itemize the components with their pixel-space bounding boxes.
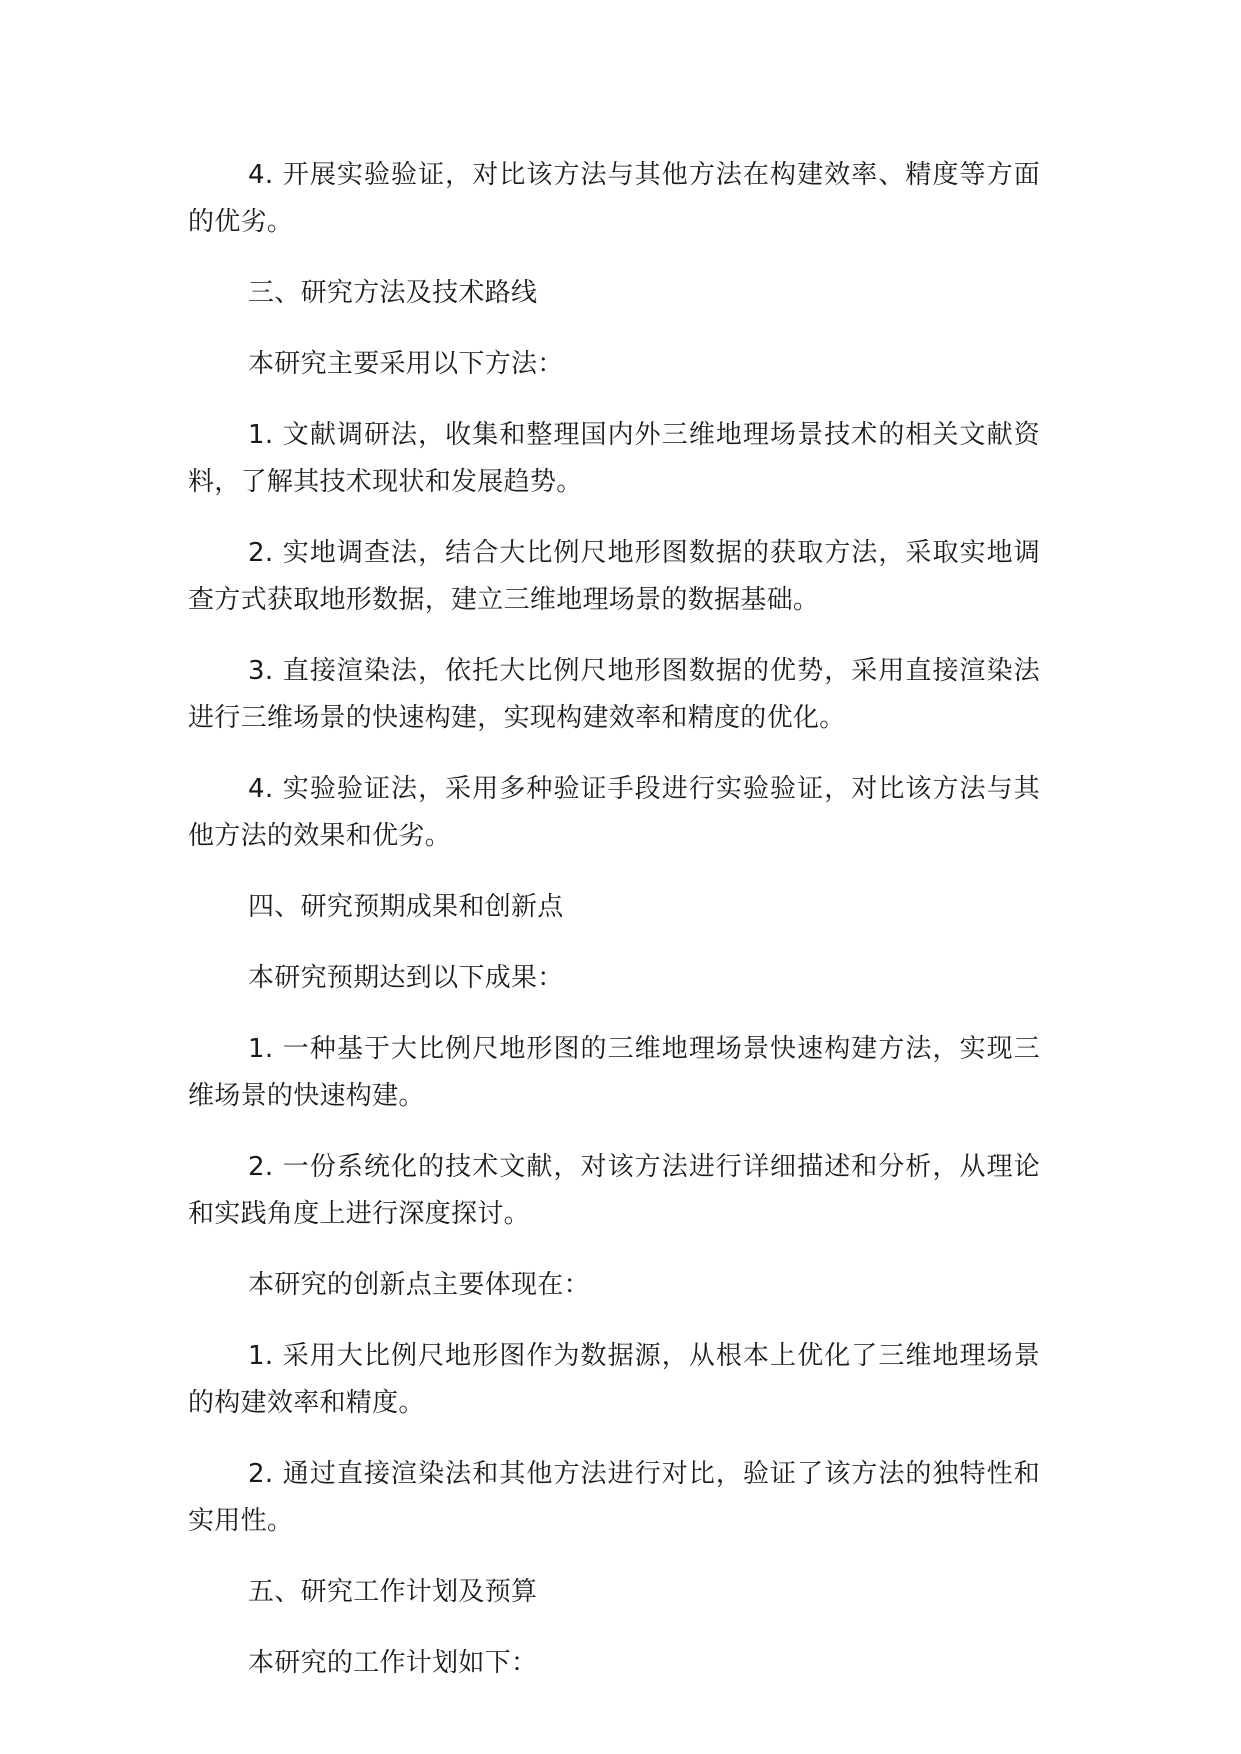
section-heading-plan: 五、研究工作计划及预算 [248,1577,538,1607]
list-item-experiment-goal: 4. 开展实验验证，对比该方法与其他方法在构建效率、精度等方面的优劣。 [188,160,1040,237]
document-body [188,152,1040,1711]
method-item-field-survey: 2. 实地调查法，结合大比例尺地形图数据的获取方法，采取实地调查方式获取地形数据，建立三维地理场景的数据基础。 [188,538,1040,615]
innovation-item-comparison: 2. 通过直接渲染法和其他方法进行对比，验证了该方法的独特性和实用性。 [188,1459,1040,1536]
outcome-item-method: 1. 一种基于大比例尺地形图的三维地理场景快速构建方法，实现三维场景的快速构建。 [188,1034,1040,1111]
plan-intro: 本研究的工作计划如下： [248,1648,538,1678]
method-item-experiment: 4. 实验验证法，采用多种验证手段进行实验验证，对比该方法与其他方法的效果和优劣。 [188,774,1040,851]
section-heading-outcomes: 四、研究预期成果和创新点 [248,892,564,922]
outcome-item-literature: 2. 一份系统化的技术文献，对该方法进行详细描述和分析，从理论和实践角度上进行深度探讨。 [188,1152,1040,1229]
innovation-intro: 本研究的创新点主要体现在： [248,1270,590,1300]
innovation-item-data-source: 1. 采用大比例尺地形图作为数据源，从根本上优化了三维地理场景的构建效率和精度。 [188,1341,1040,1418]
method-item-direct-render: 3. 直接渲染法，依托大比例尺地形图数据的优势，采用直接渲染法进行三维场景的快速构建，实现构建效率和精度的优化。 [188,656,1040,733]
section-heading-methods: 三、研究方法及技术路线 [248,278,538,308]
outcomes-intro: 本研究预期达到以下成果： [248,963,564,993]
method-item-literature: 1. 文献调研法，收集和整理国内外三维地理场景技术的相关文献资料，了解其技术现状和发展趋势。 [188,420,1040,497]
methods-intro: 本研究主要采用以下方法： [248,349,564,379]
